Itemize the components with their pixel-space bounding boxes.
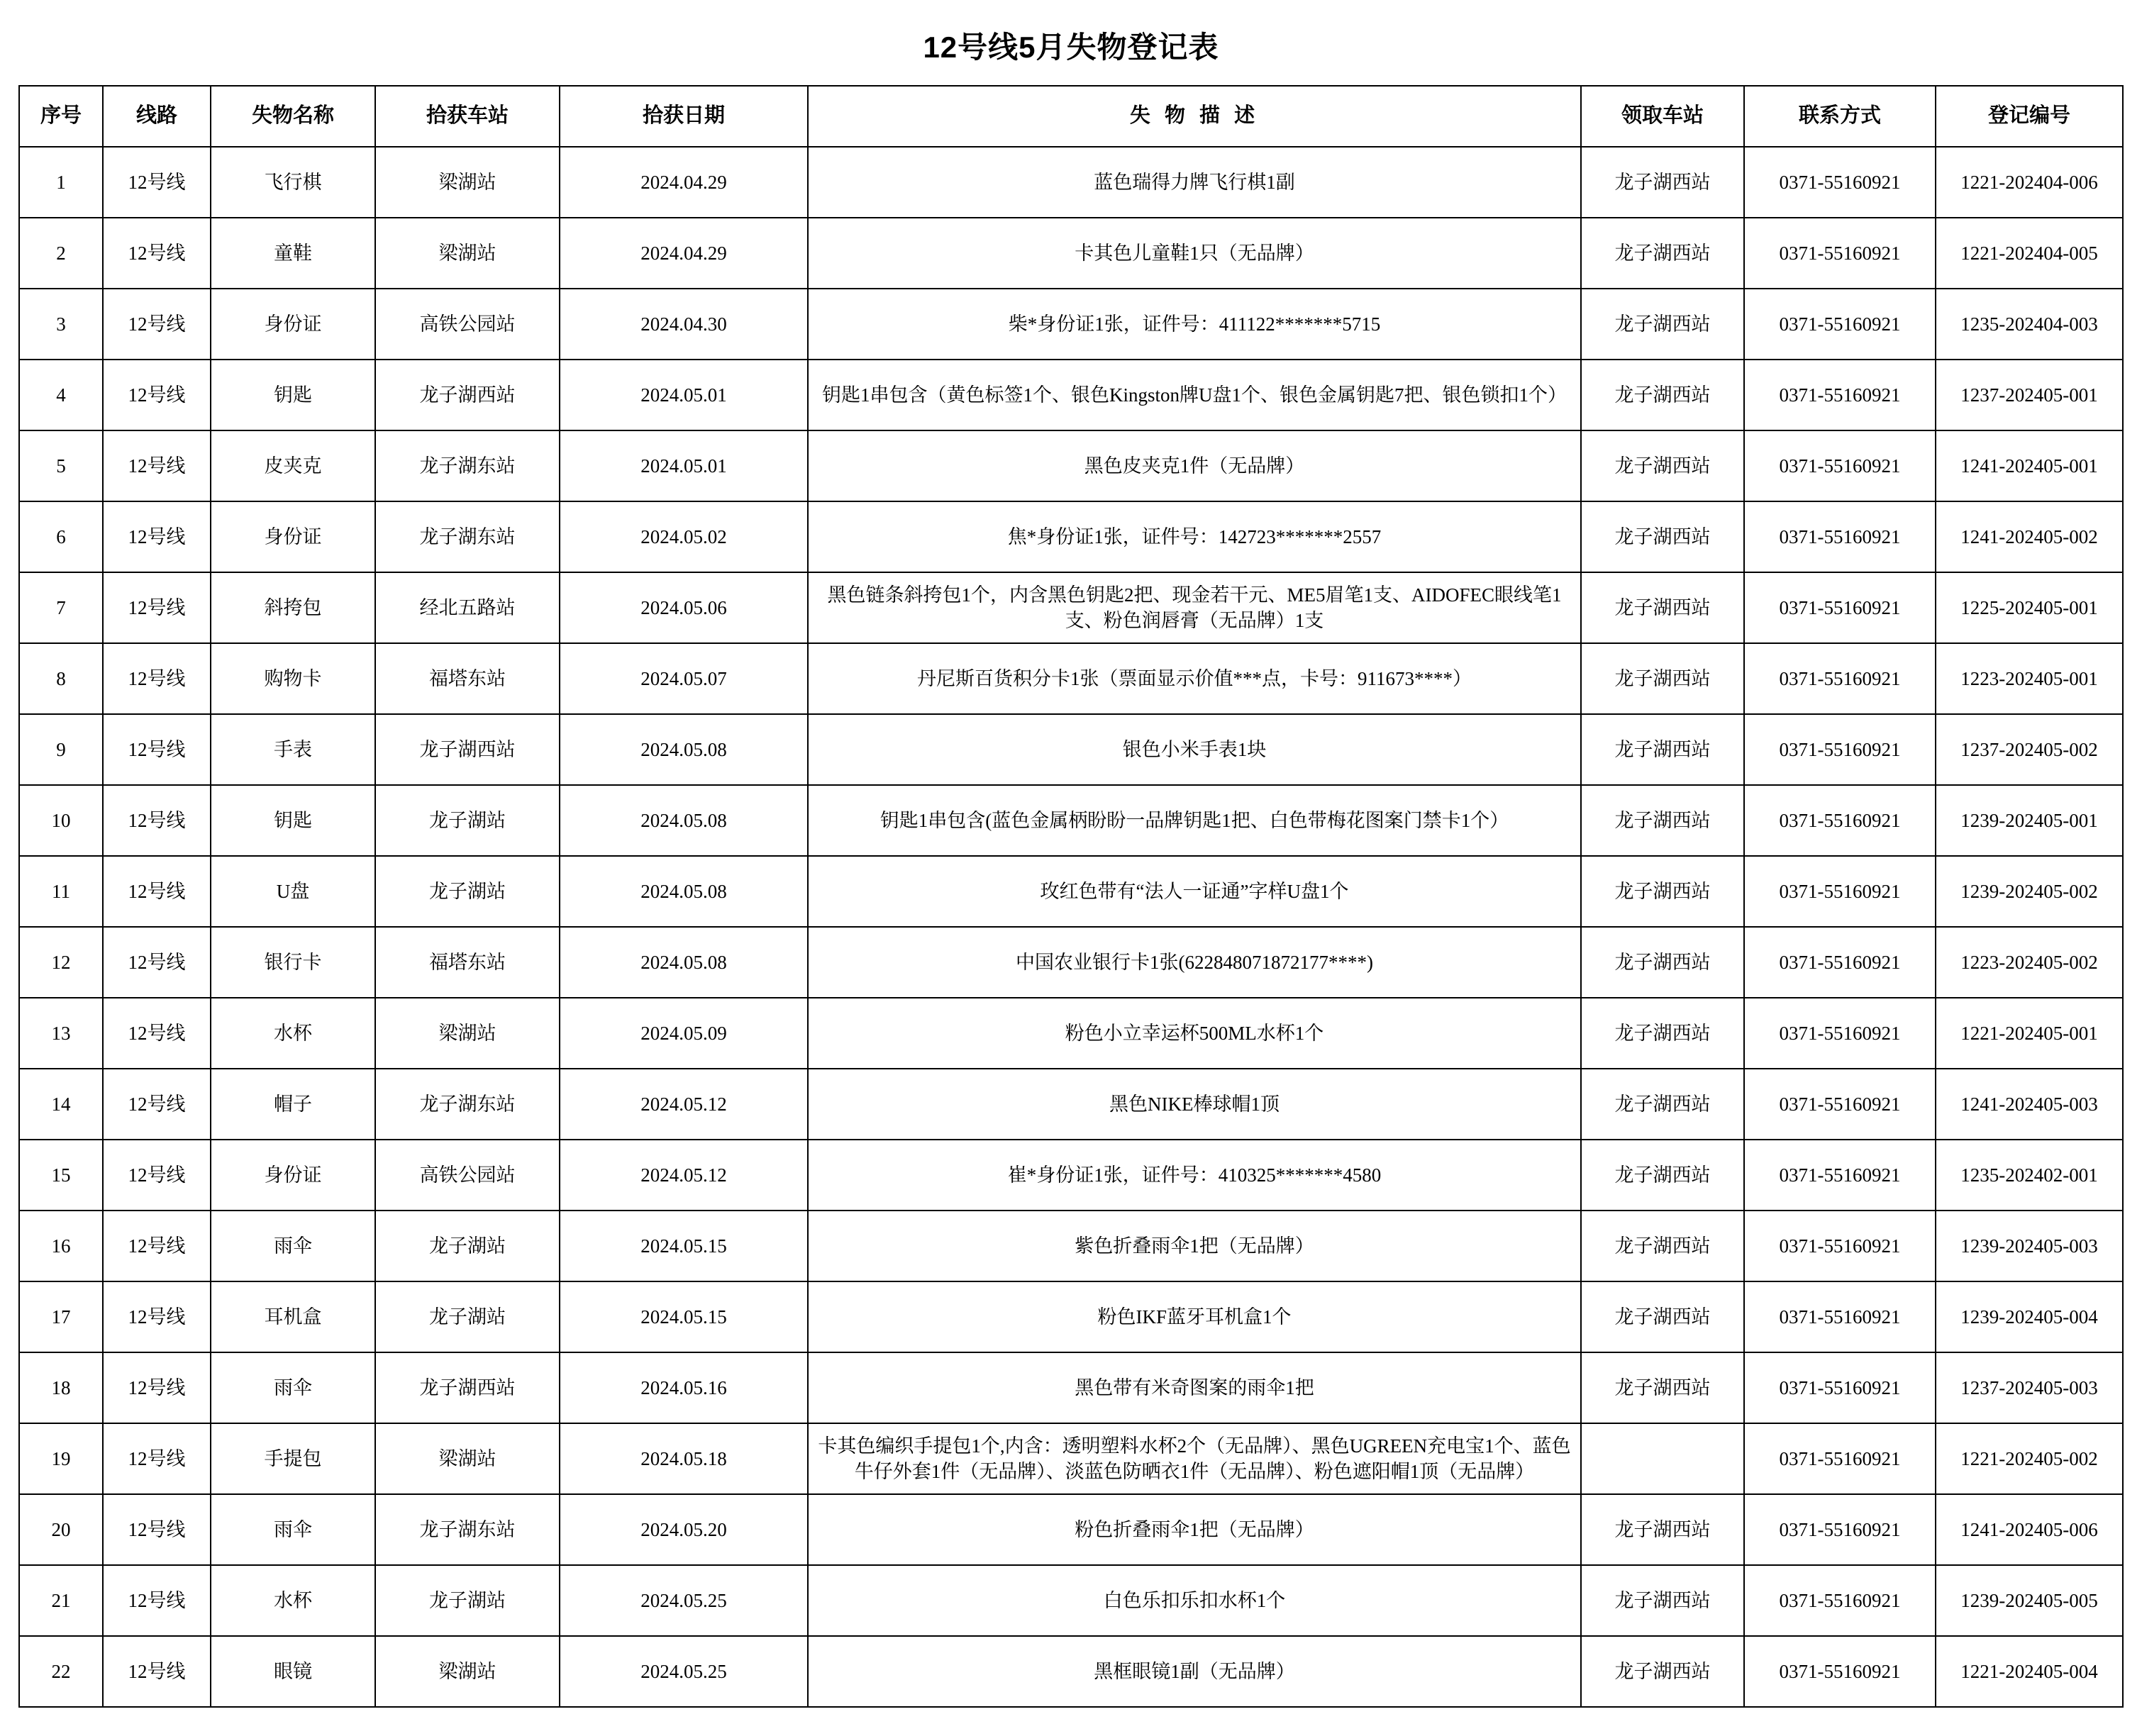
column-header-item-name: 失物名称 bbox=[211, 86, 375, 147]
cell-reg-no: 1241-202405-001 bbox=[1936, 430, 2123, 501]
cell-line: 12号线 bbox=[103, 1494, 211, 1565]
cell-description: 焦*身份证1张，证件号：142723*******2557 bbox=[808, 501, 1581, 572]
cell-contact: 0371-55160921 bbox=[1744, 1140, 1936, 1211]
cell-reg-no: 1239-202405-001 bbox=[1936, 785, 2123, 856]
cell-description: 白色乐扣乐扣水杯1个 bbox=[808, 1565, 1581, 1636]
cell-contact: 0371-55160921 bbox=[1744, 1069, 1936, 1140]
cell-reg-no: 1241-202405-003 bbox=[1936, 1069, 2123, 1140]
cell-claim-station: 龙子湖西站 bbox=[1581, 218, 1744, 289]
cell-no: 9 bbox=[19, 714, 103, 785]
cell-no: 16 bbox=[19, 1211, 103, 1281]
cell-item-name: 钥匙 bbox=[211, 360, 375, 430]
table-row bbox=[19, 714, 2123, 785]
cell-item-name: 童鞋 bbox=[211, 218, 375, 289]
cell-reg-no: 1225-202405-001 bbox=[1936, 572, 2123, 643]
cell-found-date: 2024.05.01 bbox=[560, 360, 808, 430]
cell-claim-station: 龙子湖西站 bbox=[1581, 643, 1744, 714]
cell-found-station: 梁湖站 bbox=[375, 147, 560, 218]
cell-found-station: 龙子湖西站 bbox=[375, 1352, 560, 1423]
table-row bbox=[19, 998, 2123, 1069]
table-body bbox=[19, 147, 2123, 1707]
cell-found-station: 龙子湖站 bbox=[375, 785, 560, 856]
cell-no: 15 bbox=[19, 1140, 103, 1211]
cell-line: 12号线 bbox=[103, 998, 211, 1069]
cell-line: 12号线 bbox=[103, 1565, 211, 1636]
table-row bbox=[19, 1565, 2123, 1636]
column-header-found-date: 拾获日期 bbox=[560, 86, 808, 147]
cell-no: 20 bbox=[19, 1494, 103, 1565]
cell-found-date: 2024.05.25 bbox=[560, 1565, 808, 1636]
cell-contact: 0371-55160921 bbox=[1744, 1565, 1936, 1636]
cell-reg-no: 1237-202405-001 bbox=[1936, 360, 2123, 430]
cell-contact: 0371-55160921 bbox=[1744, 430, 1936, 501]
cell-claim-station: 龙子湖西站 bbox=[1581, 1636, 1744, 1707]
cell-found-date: 2024.05.01 bbox=[560, 430, 808, 501]
cell-found-station: 高铁公园站 bbox=[375, 1140, 560, 1211]
cell-contact: 0371-55160921 bbox=[1744, 218, 1936, 289]
cell-claim-station: 龙子湖西站 bbox=[1581, 1281, 1744, 1352]
cell-found-station: 福塔东站 bbox=[375, 643, 560, 714]
cell-claim-station: 龙子湖西站 bbox=[1581, 927, 1744, 998]
column-header-claim-station: 领取车站 bbox=[1581, 86, 1744, 147]
cell-contact: 0371-55160921 bbox=[1744, 714, 1936, 785]
cell-found-station: 高铁公园站 bbox=[375, 289, 560, 360]
column-header-contact: 联系方式 bbox=[1744, 86, 1936, 147]
cell-claim-station: 龙子湖西站 bbox=[1581, 501, 1744, 572]
cell-no: 12 bbox=[19, 927, 103, 998]
cell-found-station: 龙子湖站 bbox=[375, 856, 560, 927]
table-row bbox=[19, 1211, 2123, 1281]
cell-reg-no: 1239-202405-002 bbox=[1936, 856, 2123, 927]
cell-item-name: 眼镜 bbox=[211, 1636, 375, 1707]
cell-found-station: 龙子湖站 bbox=[375, 1211, 560, 1281]
table-header bbox=[19, 86, 2123, 147]
cell-claim-station: 龙子湖西站 bbox=[1581, 360, 1744, 430]
cell-claim-station: 龙子湖西站 bbox=[1581, 856, 1744, 927]
cell-line: 12号线 bbox=[103, 1352, 211, 1423]
cell-claim-station: 龙子湖西站 bbox=[1581, 289, 1744, 360]
cell-description: 柴*身份证1张，证件号：411122*******5715 bbox=[808, 289, 1581, 360]
cell-description: 粉色折叠雨伞1把（无品牌） bbox=[808, 1494, 1581, 1565]
cell-reg-no: 1223-202405-002 bbox=[1936, 927, 2123, 998]
cell-no: 11 bbox=[19, 856, 103, 927]
table-row bbox=[19, 147, 2123, 218]
cell-found-station: 梁湖站 bbox=[375, 1636, 560, 1707]
cell-line: 12号线 bbox=[103, 360, 211, 430]
cell-contact: 0371-55160921 bbox=[1744, 1423, 1936, 1494]
cell-claim-station: 龙子湖西站 bbox=[1581, 1140, 1744, 1211]
lost-items-table bbox=[18, 85, 2124, 1708]
cell-no: 2 bbox=[19, 218, 103, 289]
cell-no: 18 bbox=[19, 1352, 103, 1423]
cell-found-station: 梁湖站 bbox=[375, 1423, 560, 1494]
cell-line: 12号线 bbox=[103, 1140, 211, 1211]
cell-item-name: 身份证 bbox=[211, 289, 375, 360]
cell-reg-no: 1223-202405-001 bbox=[1936, 643, 2123, 714]
cell-found-date: 2024.04.30 bbox=[560, 289, 808, 360]
cell-found-date: 2024.05.08 bbox=[560, 927, 808, 998]
cell-description: 黑色NIKE棒球帽1顶 bbox=[808, 1069, 1581, 1140]
cell-line: 12号线 bbox=[103, 1211, 211, 1281]
cell-found-date: 2024.05.12 bbox=[560, 1069, 808, 1140]
table-row bbox=[19, 1281, 2123, 1352]
cell-description: 卡其色编织手提包1个,内含：透明塑料水杯2个（无品牌）、黑色UGREEN充电宝1个、蓝色牛仔外套1件（无品牌）、淡蓝色防晒衣1件（无品牌）、粉色遮阳帽1顶（无品牌） bbox=[808, 1423, 1581, 1494]
cell-found-station: 龙子湖东站 bbox=[375, 1069, 560, 1140]
cell-claim-station: 龙子湖西站 bbox=[1581, 1565, 1744, 1636]
cell-no: 5 bbox=[19, 430, 103, 501]
table-row bbox=[19, 501, 2123, 572]
cell-contact: 0371-55160921 bbox=[1744, 1636, 1936, 1707]
cell-no: 17 bbox=[19, 1281, 103, 1352]
cell-description: 崔*身份证1张，证件号：410325*******4580 bbox=[808, 1140, 1581, 1211]
table-row bbox=[19, 289, 2123, 360]
cell-reg-no: 1237-202405-003 bbox=[1936, 1352, 2123, 1423]
cell-reg-no: 1221-202405-004 bbox=[1936, 1636, 2123, 1707]
cell-description: 紫色折叠雨伞1把（无品牌） bbox=[808, 1211, 1581, 1281]
cell-line: 12号线 bbox=[103, 785, 211, 856]
cell-item-name: 手表 bbox=[211, 714, 375, 785]
cell-found-station: 梁湖站 bbox=[375, 998, 560, 1069]
cell-item-name: 身份证 bbox=[211, 1140, 375, 1211]
cell-claim-station: 龙子湖西站 bbox=[1581, 147, 1744, 218]
cell-item-name: 耳机盒 bbox=[211, 1281, 375, 1352]
cell-found-date: 2024.05.09 bbox=[560, 998, 808, 1069]
cell-line: 12号线 bbox=[103, 147, 211, 218]
cell-description: 蓝色瑞得力牌飞行棋1副 bbox=[808, 147, 1581, 218]
cell-found-date: 2024.05.15 bbox=[560, 1211, 808, 1281]
table-row bbox=[19, 1069, 2123, 1140]
cell-contact: 0371-55160921 bbox=[1744, 856, 1936, 927]
cell-found-station: 经北五路站 bbox=[375, 572, 560, 643]
cell-contact: 0371-55160921 bbox=[1744, 501, 1936, 572]
cell-claim-station: 龙子湖西站 bbox=[1581, 572, 1744, 643]
cell-description: 丹尼斯百货积分卡1张（票面显示价值***点，卡号：911673****） bbox=[808, 643, 1581, 714]
cell-description: 玫红色带有“法人一证通”字样U盘1个 bbox=[808, 856, 1581, 927]
cell-line: 12号线 bbox=[103, 1069, 211, 1140]
cell-item-name: 水杯 bbox=[211, 998, 375, 1069]
cell-description: 钥匙1串包含(蓝色金属柄盼盼一品牌钥匙1把、白色带梅花图案门禁卡1个） bbox=[808, 785, 1581, 856]
cell-no: 10 bbox=[19, 785, 103, 856]
table-row bbox=[19, 572, 2123, 643]
cell-contact: 0371-55160921 bbox=[1744, 147, 1936, 218]
table-row bbox=[19, 927, 2123, 998]
cell-found-date: 2024.05.12 bbox=[560, 1140, 808, 1211]
cell-description: 中国农业银行卡1张(622848071872177****) bbox=[808, 927, 1581, 998]
table-row bbox=[19, 1494, 2123, 1565]
column-header-description: 失 物 描 述 bbox=[808, 86, 1581, 147]
cell-found-date: 2024.05.08 bbox=[560, 785, 808, 856]
cell-description: 粉色IKF蓝牙耳机盒1个 bbox=[808, 1281, 1581, 1352]
cell-item-name: 钥匙 bbox=[211, 785, 375, 856]
cell-reg-no: 1235-202402-001 bbox=[1936, 1140, 2123, 1211]
cell-claim-station: 龙子湖西站 bbox=[1581, 1069, 1744, 1140]
cell-no: 3 bbox=[19, 289, 103, 360]
cell-description: 黑色链条斜挎包1个，内含黑色钥匙2把、现金若干元、ME5眉笔1支、AIDOFEC眼线笔1支、粉色润唇膏（无品牌）1支 bbox=[808, 572, 1581, 643]
cell-line: 12号线 bbox=[103, 643, 211, 714]
table-row bbox=[19, 218, 2123, 289]
cell-claim-station bbox=[1581, 1423, 1744, 1494]
cell-description: 银色小米手表1块 bbox=[808, 714, 1581, 785]
cell-no: 19 bbox=[19, 1423, 103, 1494]
cell-found-date: 2024.05.20 bbox=[560, 1494, 808, 1565]
cell-item-name: 雨伞 bbox=[211, 1211, 375, 1281]
cell-found-station: 龙子湖站 bbox=[375, 1281, 560, 1352]
cell-item-name: 身份证 bbox=[211, 501, 375, 572]
cell-no: 4 bbox=[19, 360, 103, 430]
table-row bbox=[19, 1636, 2123, 1707]
cell-no: 14 bbox=[19, 1069, 103, 1140]
cell-item-name: 皮夹克 bbox=[211, 430, 375, 501]
cell-no: 6 bbox=[19, 501, 103, 572]
cell-claim-station: 龙子湖西站 bbox=[1581, 714, 1744, 785]
table-row bbox=[19, 360, 2123, 430]
cell-contact: 0371-55160921 bbox=[1744, 360, 1936, 430]
cell-found-station: 福塔东站 bbox=[375, 927, 560, 998]
cell-no: 22 bbox=[19, 1636, 103, 1707]
table-row bbox=[19, 1140, 2123, 1211]
cell-reg-no: 1239-202405-003 bbox=[1936, 1211, 2123, 1281]
cell-claim-station: 龙子湖西站 bbox=[1581, 430, 1744, 501]
column-header-no: 序号 bbox=[19, 86, 103, 147]
cell-found-date: 2024.05.15 bbox=[560, 1281, 808, 1352]
table-row bbox=[19, 430, 2123, 501]
cell-found-date: 2024.05.02 bbox=[560, 501, 808, 572]
cell-no: 7 bbox=[19, 572, 103, 643]
cell-contact: 0371-55160921 bbox=[1744, 289, 1936, 360]
cell-reg-no: 1241-202405-006 bbox=[1936, 1494, 2123, 1565]
cell-found-station: 龙子湖东站 bbox=[375, 1494, 560, 1565]
cell-found-date: 2024.05.08 bbox=[560, 714, 808, 785]
cell-no: 13 bbox=[19, 998, 103, 1069]
cell-claim-station: 龙子湖西站 bbox=[1581, 785, 1744, 856]
cell-claim-station: 龙子湖西站 bbox=[1581, 1352, 1744, 1423]
cell-line: 12号线 bbox=[103, 856, 211, 927]
cell-found-station: 龙子湖站 bbox=[375, 1565, 560, 1636]
cell-reg-no: 1237-202405-002 bbox=[1936, 714, 2123, 785]
cell-found-date: 2024.05.18 bbox=[560, 1423, 808, 1494]
table-row bbox=[19, 785, 2123, 856]
cell-found-date: 2024.05.08 bbox=[560, 856, 808, 927]
cell-item-name: U盘 bbox=[211, 856, 375, 927]
cell-found-date: 2024.04.29 bbox=[560, 147, 808, 218]
cell-contact: 0371-55160921 bbox=[1744, 1352, 1936, 1423]
column-header-line: 线路 bbox=[103, 86, 211, 147]
cell-line: 12号线 bbox=[103, 289, 211, 360]
cell-found-station: 龙子湖西站 bbox=[375, 714, 560, 785]
cell-item-name: 雨伞 bbox=[211, 1352, 375, 1423]
table-row bbox=[19, 1423, 2123, 1494]
cell-description: 卡其色儿童鞋1只（无品牌） bbox=[808, 218, 1581, 289]
cell-description: 粉色小立幸运杯500ML水杯1个 bbox=[808, 998, 1581, 1069]
cell-description: 黑色带有米奇图案的雨伞1把 bbox=[808, 1352, 1581, 1423]
cell-contact: 0371-55160921 bbox=[1744, 785, 1936, 856]
cell-no: 21 bbox=[19, 1565, 103, 1636]
cell-description: 黑框眼镜1副（无品牌） bbox=[808, 1636, 1581, 1707]
cell-description: 钥匙1串包含（黄色标签1个、银色Kingston牌U盘1个、银色金属钥匙7把、银色锁扣1个） bbox=[808, 360, 1581, 430]
table-row bbox=[19, 1352, 2123, 1423]
cell-found-station: 龙子湖东站 bbox=[375, 501, 560, 572]
cell-found-date: 2024.05.07 bbox=[560, 643, 808, 714]
cell-reg-no: 1221-202405-002 bbox=[1936, 1423, 2123, 1494]
cell-item-name: 飞行棋 bbox=[211, 147, 375, 218]
cell-item-name: 购物卡 bbox=[211, 643, 375, 714]
cell-line: 12号线 bbox=[103, 572, 211, 643]
cell-reg-no: 1221-202405-001 bbox=[1936, 998, 2123, 1069]
cell-item-name: 银行卡 bbox=[211, 927, 375, 998]
column-header-reg-no: 登记编号 bbox=[1936, 86, 2123, 147]
cell-reg-no: 1239-202405-005 bbox=[1936, 1565, 2123, 1636]
cell-found-date: 2024.04.29 bbox=[560, 218, 808, 289]
cell-found-station: 龙子湖西站 bbox=[375, 360, 560, 430]
cell-reg-no: 1221-202404-006 bbox=[1936, 147, 2123, 218]
cell-no: 1 bbox=[19, 147, 103, 218]
cell-found-date: 2024.05.06 bbox=[560, 572, 808, 643]
cell-line: 12号线 bbox=[103, 714, 211, 785]
cell-found-date: 2024.05.25 bbox=[560, 1636, 808, 1707]
cell-contact: 0371-55160921 bbox=[1744, 927, 1936, 998]
cell-claim-station: 龙子湖西站 bbox=[1581, 1494, 1744, 1565]
cell-item-name: 帽子 bbox=[211, 1069, 375, 1140]
cell-line: 12号线 bbox=[103, 1281, 211, 1352]
cell-claim-station: 龙子湖西站 bbox=[1581, 1211, 1744, 1281]
cell-line: 12号线 bbox=[103, 927, 211, 998]
cell-found-station: 龙子湖东站 bbox=[375, 430, 560, 501]
cell-contact: 0371-55160921 bbox=[1744, 998, 1936, 1069]
cell-contact: 0371-55160921 bbox=[1744, 1281, 1936, 1352]
cell-reg-no: 1239-202405-004 bbox=[1936, 1281, 2123, 1352]
table-row bbox=[19, 643, 2123, 714]
cell-item-name: 斜挎包 bbox=[211, 572, 375, 643]
column-header-found-station: 拾获车站 bbox=[375, 86, 560, 147]
page-title: 12号线5月失物登记表 bbox=[923, 30, 1219, 64]
cell-line: 12号线 bbox=[103, 1636, 211, 1707]
cell-contact: 0371-55160921 bbox=[1744, 643, 1936, 714]
cell-contact: 0371-55160921 bbox=[1744, 1211, 1936, 1281]
cell-found-station: 梁湖站 bbox=[375, 218, 560, 289]
cell-found-date: 2024.05.16 bbox=[560, 1352, 808, 1423]
cell-line: 12号线 bbox=[103, 1423, 211, 1494]
cell-reg-no: 1241-202405-002 bbox=[1936, 501, 2123, 572]
cell-reg-no: 1221-202404-005 bbox=[1936, 218, 2123, 289]
table-header-row bbox=[19, 86, 2123, 147]
cell-reg-no: 1235-202404-003 bbox=[1936, 289, 2123, 360]
cell-line: 12号线 bbox=[103, 430, 211, 501]
cell-description: 黑色皮夹克1件（无品牌） bbox=[808, 430, 1581, 501]
cell-no: 8 bbox=[19, 643, 103, 714]
cell-line: 12号线 bbox=[103, 501, 211, 572]
cell-item-name: 手提包 bbox=[211, 1423, 375, 1494]
cell-line: 12号线 bbox=[103, 218, 211, 289]
cell-claim-station: 龙子湖西站 bbox=[1581, 998, 1744, 1069]
cell-item-name: 水杯 bbox=[211, 1565, 375, 1636]
cell-contact: 0371-55160921 bbox=[1744, 572, 1936, 643]
table-row bbox=[19, 856, 2123, 927]
cell-item-name: 雨伞 bbox=[211, 1494, 375, 1565]
cell-contact: 0371-55160921 bbox=[1744, 1494, 1936, 1565]
